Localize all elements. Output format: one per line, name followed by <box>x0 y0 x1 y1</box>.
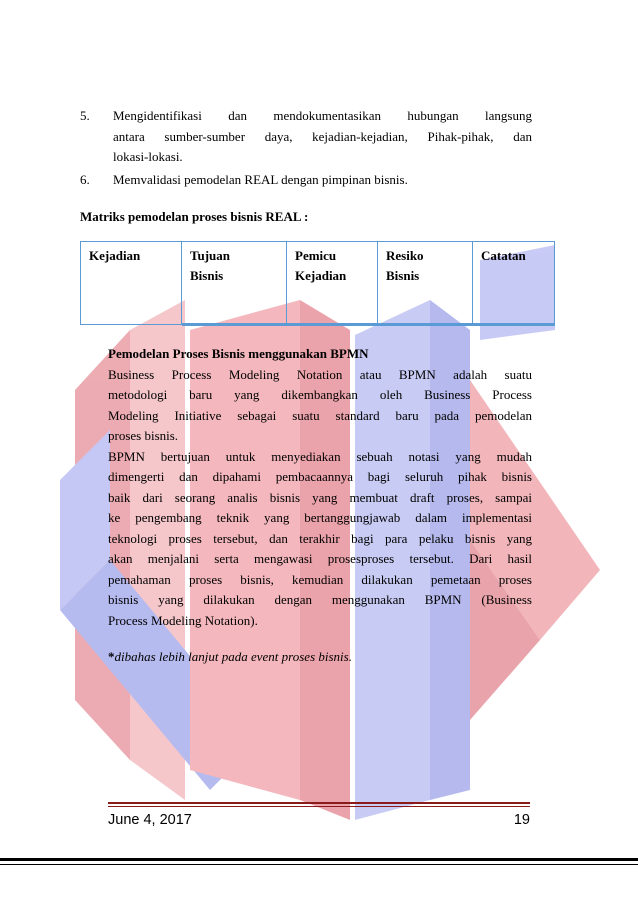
paragraph-line: Business Process Modeling Notation atau BPMN adalah suatu <box>108 366 532 382</box>
list-item-text-line: antara sumber-sumber daya, kejadian-kejadian, Pihak-pihak, dan <box>113 128 532 144</box>
paragraph-line: akan menjalani serta mengawasi prosesproses tersebut. Dari hasil <box>108 551 532 566</box>
cell-line: Pemicu <box>295 248 337 263</box>
cell-line: Bisnis <box>190 268 224 283</box>
paragraph-line: Process Modeling Notation). <box>108 612 258 628</box>
footer-date: June 4, 2017 <box>108 812 192 828</box>
note-star: * <box>108 649 115 664</box>
footer-rule-thin <box>108 806 530 807</box>
list-item-text: Memvalidasi pemodelan REAL dengan pimpinan bisnis. <box>113 172 408 187</box>
table-row <box>81 242 555 325</box>
table-header-cell <box>473 242 555 325</box>
list-item-text-line: lokasi-lokasi. <box>113 149 183 164</box>
cell-line: Kejadian <box>89 248 141 263</box>
cell-line: Resiko <box>386 248 424 263</box>
paragraph-line: BPMN bertujuan untuk menyediakan sebuah notasi yang mudah <box>108 448 532 464</box>
bpmn-section <box>108 344 532 668</box>
list-number: 6. <box>80 172 90 187</box>
page-bottom-border-thin <box>0 864 638 865</box>
table-header-cell <box>182 242 287 325</box>
paragraph-line: pemahaman proses bisnis, kemudian dilakukan pemetaan proses <box>108 571 532 587</box>
paragraph-line: teknologi proses tersebut, dan terakhir bagi para pelaku bisnis yang <box>108 530 532 546</box>
paragraph-line: baik dari seorang analis bisnis yang membuat draft proses, sampai <box>108 489 532 505</box>
paragraph-line: ke pengembang teknik yang bertanggungjawab dalam implementasi <box>108 510 532 525</box>
cell-line: Bisnis <box>386 268 420 283</box>
note <box>108 647 532 668</box>
cell-line: Catatan <box>481 248 526 263</box>
list-number: 5. <box>80 108 90 123</box>
list-item-6 <box>80 170 532 191</box>
footer-rule <box>108 802 530 804</box>
table-header-cell <box>287 242 378 325</box>
table-header-cell <box>81 242 182 325</box>
list-item-text-line: Mengidentifikasi dan mendokumentasikan hubungan langsung <box>113 108 532 123</box>
matrix-table <box>80 241 555 325</box>
paragraph-line: proses bisnis. <box>108 428 179 443</box>
section-heading: Pemodelan Proses Bisnis menggunakan BPMN <box>108 346 369 361</box>
matrix-heading: Matriks pemodelan proses bisnis REAL : <box>80 209 309 224</box>
cell-line: Kejadian <box>295 268 347 283</box>
paragraph-line: metodologi baru yang dikembangkan oleh Business Process <box>108 387 532 402</box>
paragraph-line: dimengerti dan dipahami pembacaannya bagi seluruh pihak bisnis <box>108 469 532 484</box>
page-bottom-border <box>0 858 638 861</box>
page-number: 19 <box>513 812 530 828</box>
table-bottom-border <box>182 323 555 326</box>
cell-line: Tujuan <box>190 248 230 263</box>
note-text: dibahas lebih lanjut pada event proses bisnis. <box>114 649 352 664</box>
paragraph-line: Modeling Initiative sebagai suatu standard baru pada pemodelan <box>108 407 532 423</box>
table-header-cell <box>378 242 473 325</box>
list-item-5 <box>80 106 532 168</box>
paragraph-line: bisnis yang dilakukan dengan menggunakan BPMN (Business <box>108 592 532 607</box>
